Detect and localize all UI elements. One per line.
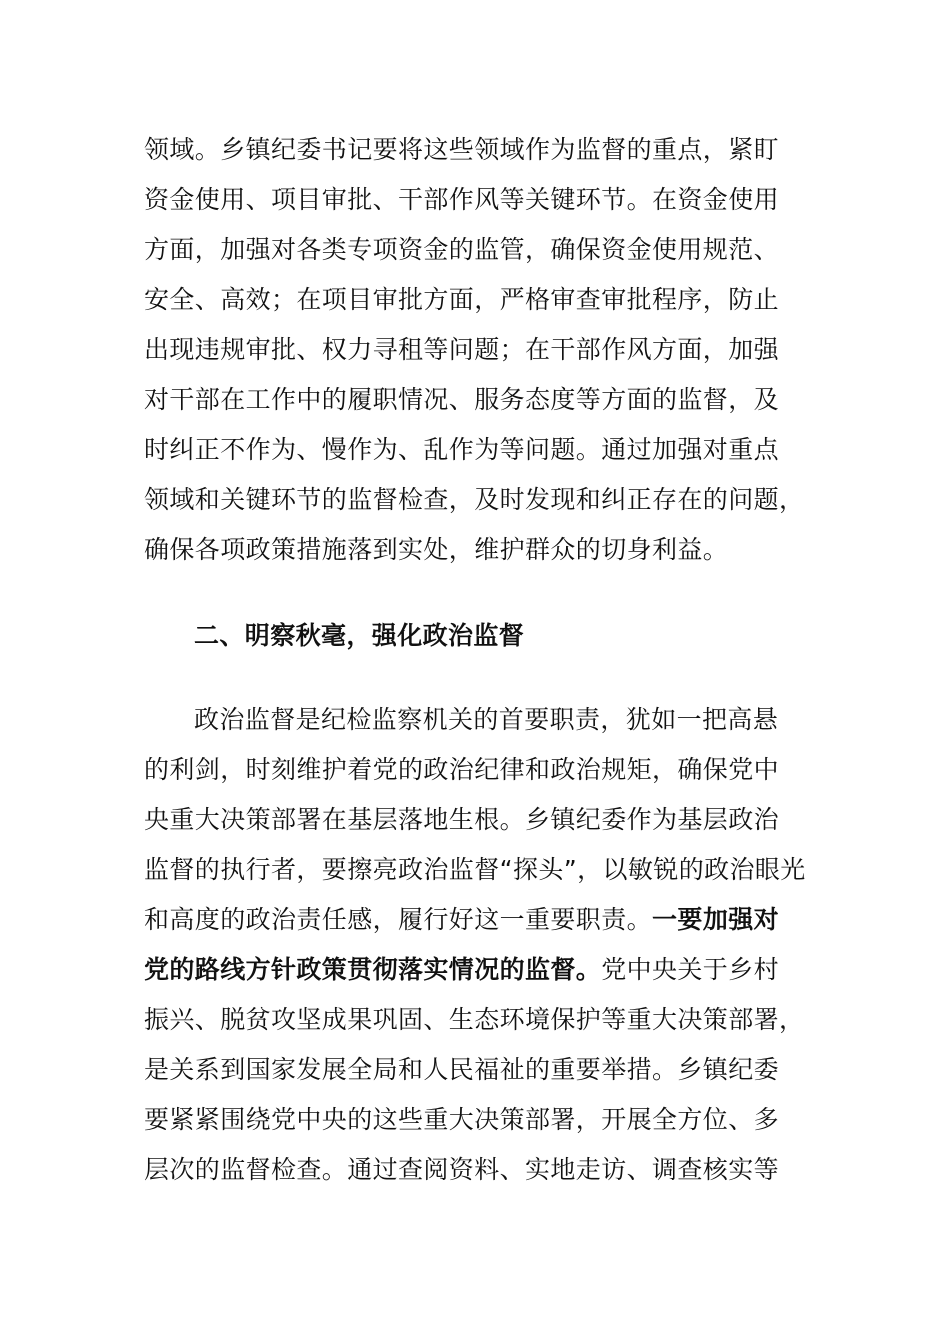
paragraph-2-line-10: 层次的监督检查。通过查阅资料、实地走访、调查核实等	[144, 1155, 780, 1184]
paragraph-2-line-2: 的利剑，时刻维护着党的政治纪律和政治规矩，确保党中	[144, 755, 780, 784]
paragraph-1-line-8: 领域和关键环节的监督检查，及时发现和纠正存在的问题，	[144, 485, 805, 514]
paragraph-1-line-5: 出现违规审批、权力寻租等问题；在干部作风方面，加强	[144, 335, 780, 364]
paragraph-2-line-6	[144, 954, 779, 986]
paragraph-2-line-4: 监督的执行者，要擦亮政治监督“探头”，以敏锐的政治眼光	[144, 855, 806, 884]
paragraph-2-line-8: 是关系到国家发展全局和人民福祉的重要举措。乡镇纪委	[144, 1055, 780, 1084]
paragraph-2-line-5	[144, 904, 779, 936]
paragraph-1-line-9: 确保各项政策措施落到实处，维护群众的切身利益。	[144, 535, 729, 564]
paragraph-1-line-7: 时纠正不作为、慢作为、乱作为等问题。通过加强对重点	[144, 435, 780, 464]
paragraph-1-line-3: 方面，加强对各类专项资金的监管，确保资金使用规范、	[144, 235, 780, 264]
paragraph-2-emphasis-end: 党的路线方针政策贯彻落实情况的监督。	[144, 955, 602, 984]
paragraph-2-line-6-text: 党中央关于乡村	[601, 955, 780, 984]
paragraph-1-line-2: 资金使用、项目审批、干部作风等关键环节。在资金使用	[144, 185, 780, 214]
paragraph-2-line-5-text: 和高度的政治责任感，履行好这一重要职责。	[144, 905, 653, 934]
paragraph-1-line-6: 对干部在工作中的履职情况、服务态度等方面的监督，及	[144, 385, 780, 414]
paragraph-1-line-4: 安全、高效；在项目审批方面，严格审查审批程序，防止	[144, 285, 780, 314]
paragraph-2-line-3: 央重大决策部署在基层落地生根。乡镇纪委作为基层政治	[144, 805, 780, 834]
paragraph-2-line-1: 政治监督是纪检监察机关的首要职责，犹如一把高悬	[194, 705, 779, 734]
paragraph-1-line-1: 领域。乡镇纪委书记要将这些领域作为监督的重点，紧盯	[144, 135, 780, 164]
paragraph-2-emphasis-start: 一要加强对	[652, 905, 780, 934]
paragraph-2-line-9: 要紧紧围绕党中央的这些重大决策部署，开展全方位、多	[144, 1105, 780, 1134]
paragraph-2-line-7: 振兴、脱贫攻坚成果巩固、生态环境保护等重大决策部署，	[144, 1005, 805, 1034]
section-heading: 二、明察秋毫，强化政治监督	[194, 621, 525, 650]
